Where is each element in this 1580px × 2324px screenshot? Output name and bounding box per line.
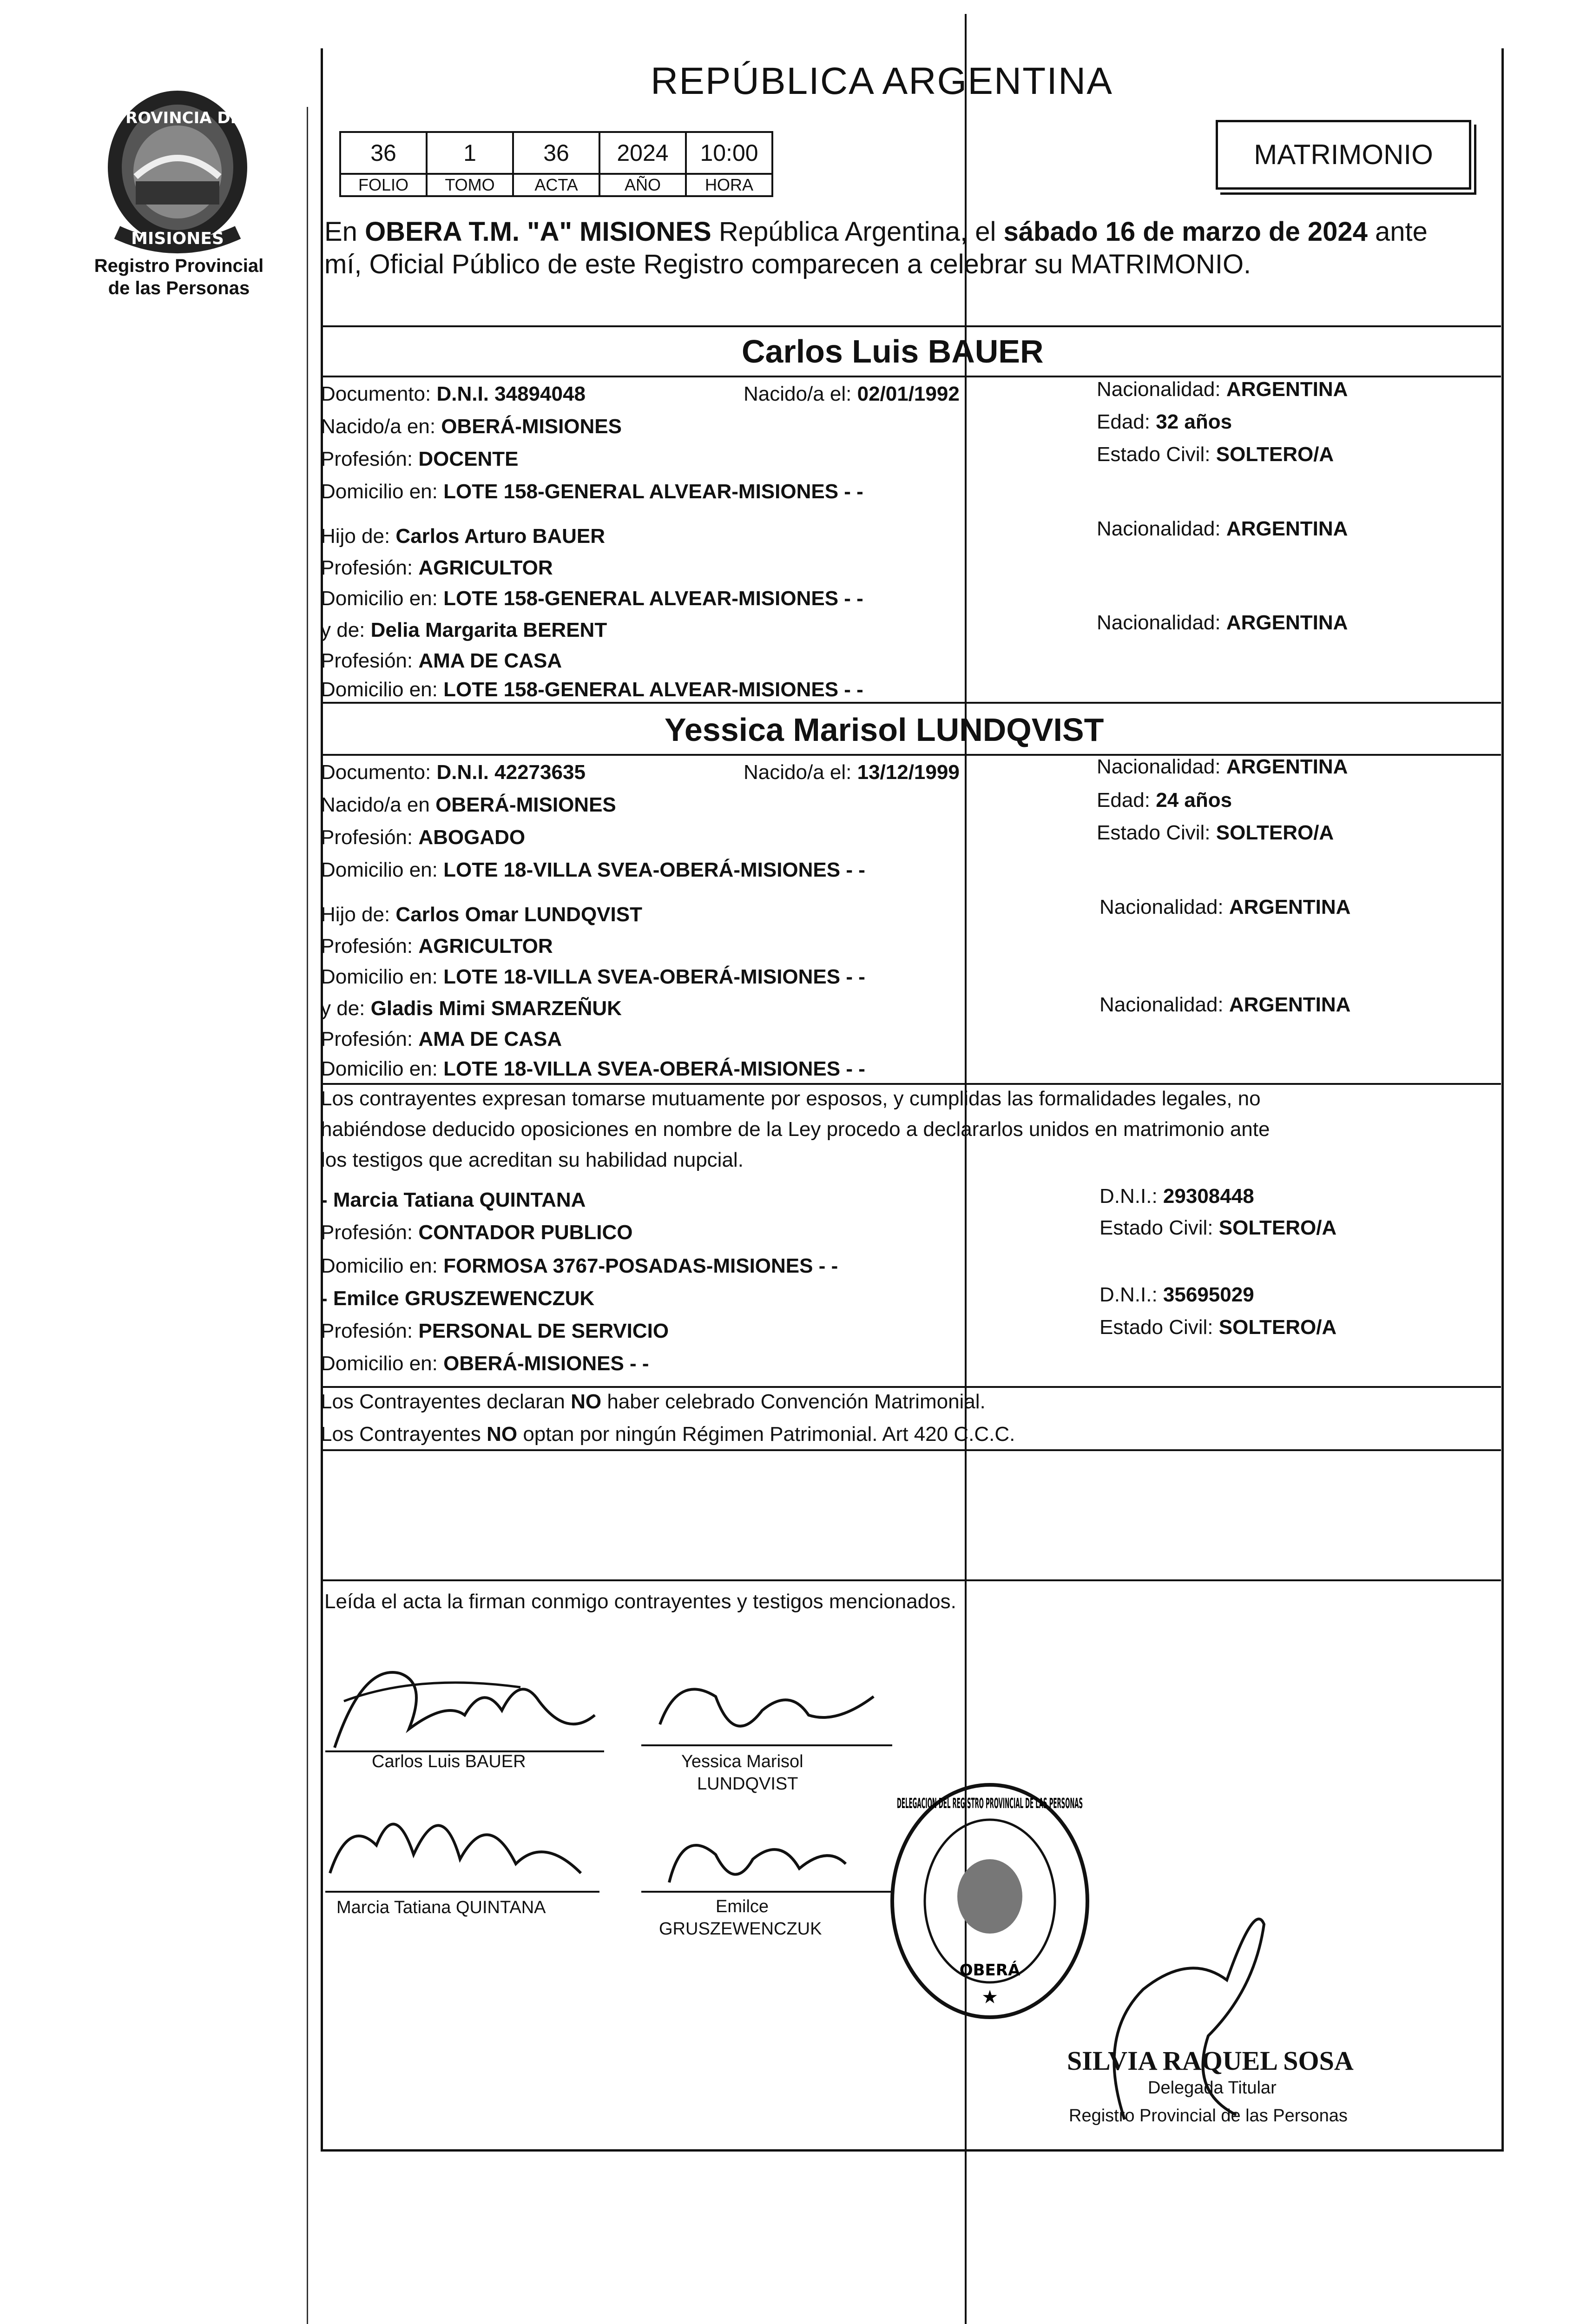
- label: Profesión:: [321, 448, 413, 470]
- value: D.N.I. 42273635: [436, 761, 586, 784]
- groom-age: [1097, 410, 1232, 434]
- value: ABOGADO: [418, 826, 526, 849]
- bride-document: [321, 760, 586, 785]
- groom-signature-label: Carlos Luis BAUER: [372, 1752, 526, 1771]
- closing-text: Leída el acta la firman conmigo contrayentes y testigos mencionados.: [324, 1590, 956, 1613]
- intro-date: sábado 16 de marzo de 2024: [1003, 217, 1368, 247]
- value: Delia Margarita BERENT: [370, 619, 607, 641]
- witness-1-civil-status: [1099, 1216, 1336, 1240]
- groom-profession: [321, 447, 518, 471]
- label: Profesión:: [321, 826, 413, 849]
- label: Profesión:: [321, 1221, 413, 1244]
- value: ARGENTINA: [1226, 378, 1348, 401]
- label: Edad:: [1097, 410, 1150, 433]
- bride-birthdate: [744, 760, 960, 785]
- witness-1-name: - Marcia Tatiana QUINTANA: [321, 1188, 586, 1211]
- value: 24 años: [1156, 789, 1232, 812]
- value: PERSONAL DE SERVICIO: [418, 1320, 669, 1342]
- bride-signature-label-2: LUNDQVIST: [697, 1774, 798, 1794]
- value: AMA DE CASA: [418, 1028, 562, 1050]
- label: Nacido/a en:: [321, 415, 436, 438]
- label: D.N.I.:: [1099, 1283, 1158, 1306]
- label: Domicilio en:: [321, 587, 438, 610]
- svg-text:PROVINCIA DE: PROVINCIA DE: [114, 109, 241, 127]
- label: Documento:: [321, 383, 431, 405]
- bride-address: [321, 858, 865, 882]
- act-type-box: MATRIMONIO: [1216, 120, 1471, 190]
- value: OBERÁ-MISIONES: [441, 415, 622, 438]
- label: Profesión:: [321, 1028, 413, 1050]
- value: LOTE 158-GENERAL ALVEAR-MISIONES - -: [443, 678, 863, 701]
- bride-mother-address: [321, 1057, 865, 1081]
- officer-title: Delegada Titular: [1148, 2078, 1277, 2098]
- value: 02/01/1992: [857, 383, 960, 405]
- rule-convention-end: [321, 1449, 1501, 1451]
- label: Nacido/a en: [321, 793, 430, 816]
- groom-father-address: [321, 587, 863, 611]
- text: Los Contrayentes: [321, 1423, 487, 1446]
- witness-1-profession: [321, 1221, 633, 1245]
- label: Documento:: [321, 761, 431, 784]
- province-coat-of-arms: [89, 84, 266, 279]
- label: Domicilio en:: [321, 858, 438, 881]
- groom-nationality: [1097, 377, 1348, 402]
- witness-2-profession: [321, 1319, 669, 1343]
- acta-value: 36: [513, 132, 599, 174]
- officer-organization: Registro Provincial de las Personas: [1069, 2106, 1348, 2126]
- bride-birthplace: [321, 793, 616, 817]
- bride-mother-profession: [321, 1027, 562, 1051]
- groom-father: [321, 524, 605, 548]
- bride-mother: [321, 997, 622, 1021]
- witness-2-address: [321, 1352, 649, 1376]
- bride-signature-label-1: Yessica Marisol: [681, 1752, 803, 1771]
- label: Nacionalidad:: [1097, 378, 1221, 401]
- value: 32 años: [1156, 410, 1232, 433]
- value: D.N.I. 34894048: [436, 383, 586, 405]
- label: Nacionalidad:: [1097, 611, 1221, 634]
- bride-profession: [321, 825, 525, 850]
- value: OBERÁ-MISIONES: [435, 793, 616, 816]
- bride-name: Yessica Marisol LUNDQVIST: [665, 712, 1104, 748]
- value: AGRICULTOR: [418, 935, 553, 957]
- officer-name: SILVIA RAQUEL SOSA: [1067, 2046, 1354, 2076]
- value: Gladis Mimi SMARZEÑUK: [370, 997, 622, 1020]
- folio-label: FOLIO: [340, 174, 427, 196]
- groom-address: [321, 480, 863, 504]
- label: Nacionalidad:: [1097, 755, 1221, 778]
- witness-1-signature-label: Marcia Tatiana QUINTANA: [336, 1898, 546, 1917]
- value: AGRICULTOR: [418, 556, 553, 579]
- label: Domicilio en:: [321, 965, 438, 988]
- declaration-line-1: Los contrayentes expresan tomarse mutuamente por esposos, y cumplidas las formalidades legales, no: [321, 1087, 1261, 1110]
- value: 29308448: [1163, 1185, 1254, 1208]
- witness-2-signature: [641, 1808, 902, 1910]
- record-table: [339, 131, 773, 197]
- value: 13/12/1999: [857, 761, 960, 784]
- value: SOLTERO/A: [1218, 1316, 1337, 1339]
- label: Profesión:: [321, 649, 413, 672]
- registry-seal-stamp: [883, 1776, 1097, 2027]
- rule-declaration: [321, 1083, 1501, 1085]
- declaration-line-3: los testigos que acreditan su habilidad nupcial.: [321, 1149, 744, 1171]
- label: Domicilio en:: [321, 1057, 438, 1080]
- intro-line-1: [324, 217, 1428, 247]
- witness-2-civil-status: [1099, 1315, 1336, 1340]
- text: optan por ningún Régimen Patrimonial. Art 420 C.C.C.: [517, 1423, 1015, 1446]
- groom-mother-nationality: [1097, 611, 1348, 635]
- label: Domicilio en:: [321, 678, 438, 701]
- groom-civil-status: [1097, 442, 1334, 467]
- rule-convention: [321, 1386, 1501, 1388]
- groom-name: Carlos Luis BAUER: [742, 333, 1044, 370]
- label: Nacido/a el:: [744, 383, 852, 405]
- label: Profesión:: [321, 1320, 413, 1342]
- convention-line-1: [321, 1390, 986, 1414]
- label: D.N.I.:: [1099, 1185, 1158, 1208]
- label: Hijo de:: [321, 903, 390, 926]
- witness-2-signature-label-2: GRUSZEWENCZUK: [659, 1919, 822, 1939]
- left-margin-line: [307, 107, 308, 2324]
- text: haber celebrado Convención Matrimonial.: [601, 1390, 986, 1413]
- value: ARGENTINA: [1226, 755, 1348, 778]
- label: Nacionalidad:: [1099, 896, 1224, 918]
- groom-signature: [325, 1645, 604, 1766]
- label: Estado Civil:: [1099, 1316, 1213, 1339]
- value: LOTE 18-VILLA SVEA-OBERÁ-MISIONES - -: [443, 965, 865, 988]
- bride-mother-nationality: [1099, 993, 1350, 1017]
- value: 35695029: [1163, 1283, 1254, 1306]
- emphasis: NO: [487, 1423, 518, 1446]
- label: Nacionalidad:: [1097, 517, 1221, 540]
- label: Nacionalidad:: [1099, 993, 1224, 1016]
- convention-line-2: [321, 1422, 1015, 1446]
- label: Domicilio en:: [321, 1352, 438, 1375]
- bride-father-profession: [321, 934, 553, 958]
- label: Domicilio en:: [321, 480, 438, 503]
- witness-1-signature: [321, 1780, 609, 1901]
- tomo-label: TOMO: [427, 174, 513, 196]
- value: SOLTERO/A: [1216, 821, 1334, 844]
- groom-document: [321, 382, 586, 406]
- value: ARGENTINA: [1229, 896, 1351, 918]
- label: Edad:: [1097, 789, 1150, 812]
- groom-mother-address: [321, 678, 863, 702]
- registry-line-2: de las Personas: [108, 278, 250, 298]
- witness-2-name: - Emilce GRUSZEWENCZUK: [321, 1287, 595, 1310]
- bride-signature: [641, 1655, 892, 1757]
- rule-closing: [321, 1579, 1501, 1581]
- intro-place: OBERA T.M. "A" MISIONES: [365, 217, 711, 247]
- value: ARGENTINA: [1226, 517, 1348, 540]
- declaration-line-2: habiéndose deducido oposiciones en nombre de la Ley procedo a declararlos unidos en matrimonio ante: [321, 1118, 1270, 1141]
- value: Carlos Arturo BAUER: [395, 525, 606, 548]
- anio-label: AÑO: [599, 174, 686, 196]
- hora-value: 10:00: [686, 132, 772, 174]
- emphasis: NO: [571, 1390, 602, 1413]
- svg-text:★: ★: [981, 1987, 998, 2008]
- tomo-value: 1: [427, 132, 513, 174]
- svg-text:DELEGACION DEL REGISTRO PROVIN: DELEGACION DEL REGISTRO PROVINCIAL DE LAS PERSONAS: [897, 1796, 1083, 1812]
- value: OBERÁ-MISIONES - -: [443, 1352, 649, 1375]
- witness-2-dni: [1099, 1283, 1254, 1307]
- folio-value: 36: [340, 132, 427, 174]
- hora-label: HORA: [686, 174, 772, 196]
- registry-line-1: Registro Provincial: [94, 256, 264, 276]
- label: Estado Civil:: [1099, 1216, 1213, 1239]
- svg-text:MISIONES: MISIONES: [131, 229, 224, 248]
- acta-label: ACTA: [513, 174, 599, 196]
- label: Nacido/a el:: [744, 761, 852, 784]
- rule-title: [321, 325, 1501, 327]
- groom-father-nationality: [1097, 517, 1348, 541]
- value: SOLTERO/A: [1216, 443, 1334, 466]
- bride-nationality: [1097, 755, 1348, 779]
- value: LOTE 158-GENERAL ALVEAR-MISIONES - -: [443, 480, 863, 503]
- rule-bride-top: [321, 702, 1501, 704]
- groom-birthdate: [744, 382, 960, 406]
- bride-father-nationality: [1099, 895, 1350, 919]
- intro-text-c: ante: [1367, 217, 1428, 247]
- value: LOTE 18-VILLA SVEA-OBERÁ-MISIONES - -: [443, 858, 865, 881]
- bride-age: [1097, 788, 1232, 812]
- groom-birthplace: [321, 415, 622, 439]
- bride-father: [321, 903, 642, 927]
- value: Carlos Omar LUNDQVIST: [395, 903, 642, 926]
- label: Hijo de:: [321, 525, 390, 548]
- witness-2-signature-label-1: Emilce: [716, 1897, 769, 1916]
- value: LOTE 18-VILLA SVEA-OBERÁ-MISIONES - -: [443, 1057, 865, 1080]
- label: y de:: [321, 997, 365, 1020]
- groom-father-profession: [321, 556, 553, 580]
- page-title: REPÚBLICA ARGENTINA: [651, 60, 1113, 102]
- witness-1-dni: [1099, 1184, 1254, 1208]
- groom-mother: [321, 618, 607, 642]
- label: Estado Civil:: [1097, 821, 1211, 844]
- groom-mother-profession: [321, 649, 562, 673]
- bride-civil-status: [1097, 821, 1334, 845]
- label: y de:: [321, 619, 365, 641]
- value: LOTE 158-GENERAL ALVEAR-MISIONES - -: [443, 587, 863, 610]
- label: Profesión:: [321, 556, 413, 579]
- intro-line-2: mí, Oficial Público de este Registro comparecen a celebrar su MATRIMONIO.: [324, 249, 1251, 279]
- intro-text-b: República Argentina, el: [711, 217, 1004, 247]
- value: DOCENTE: [418, 448, 519, 470]
- intro-text-a: En: [324, 217, 365, 247]
- bride-father-address: [321, 965, 865, 989]
- witness-1-address: [321, 1254, 838, 1278]
- value: CONTADOR PUBLICO: [418, 1221, 633, 1244]
- anio-value: 2024: [599, 132, 686, 174]
- text: Los Contrayentes declaran: [321, 1390, 571, 1413]
- value: FORMOSA 3767-POSADAS-MISIONES - -: [443, 1254, 838, 1277]
- value: SOLTERO/A: [1218, 1216, 1337, 1239]
- value: AMA DE CASA: [418, 649, 562, 672]
- value: ARGENTINA: [1226, 611, 1348, 634]
- label: Domicilio en:: [321, 1254, 438, 1277]
- svg-text:OBERÁ: OBERÁ: [959, 1961, 1020, 1980]
- label: Estado Civil:: [1097, 443, 1211, 466]
- registry-caption: [70, 255, 288, 299]
- value: ARGENTINA: [1229, 993, 1351, 1016]
- label: Profesión:: [321, 935, 413, 957]
